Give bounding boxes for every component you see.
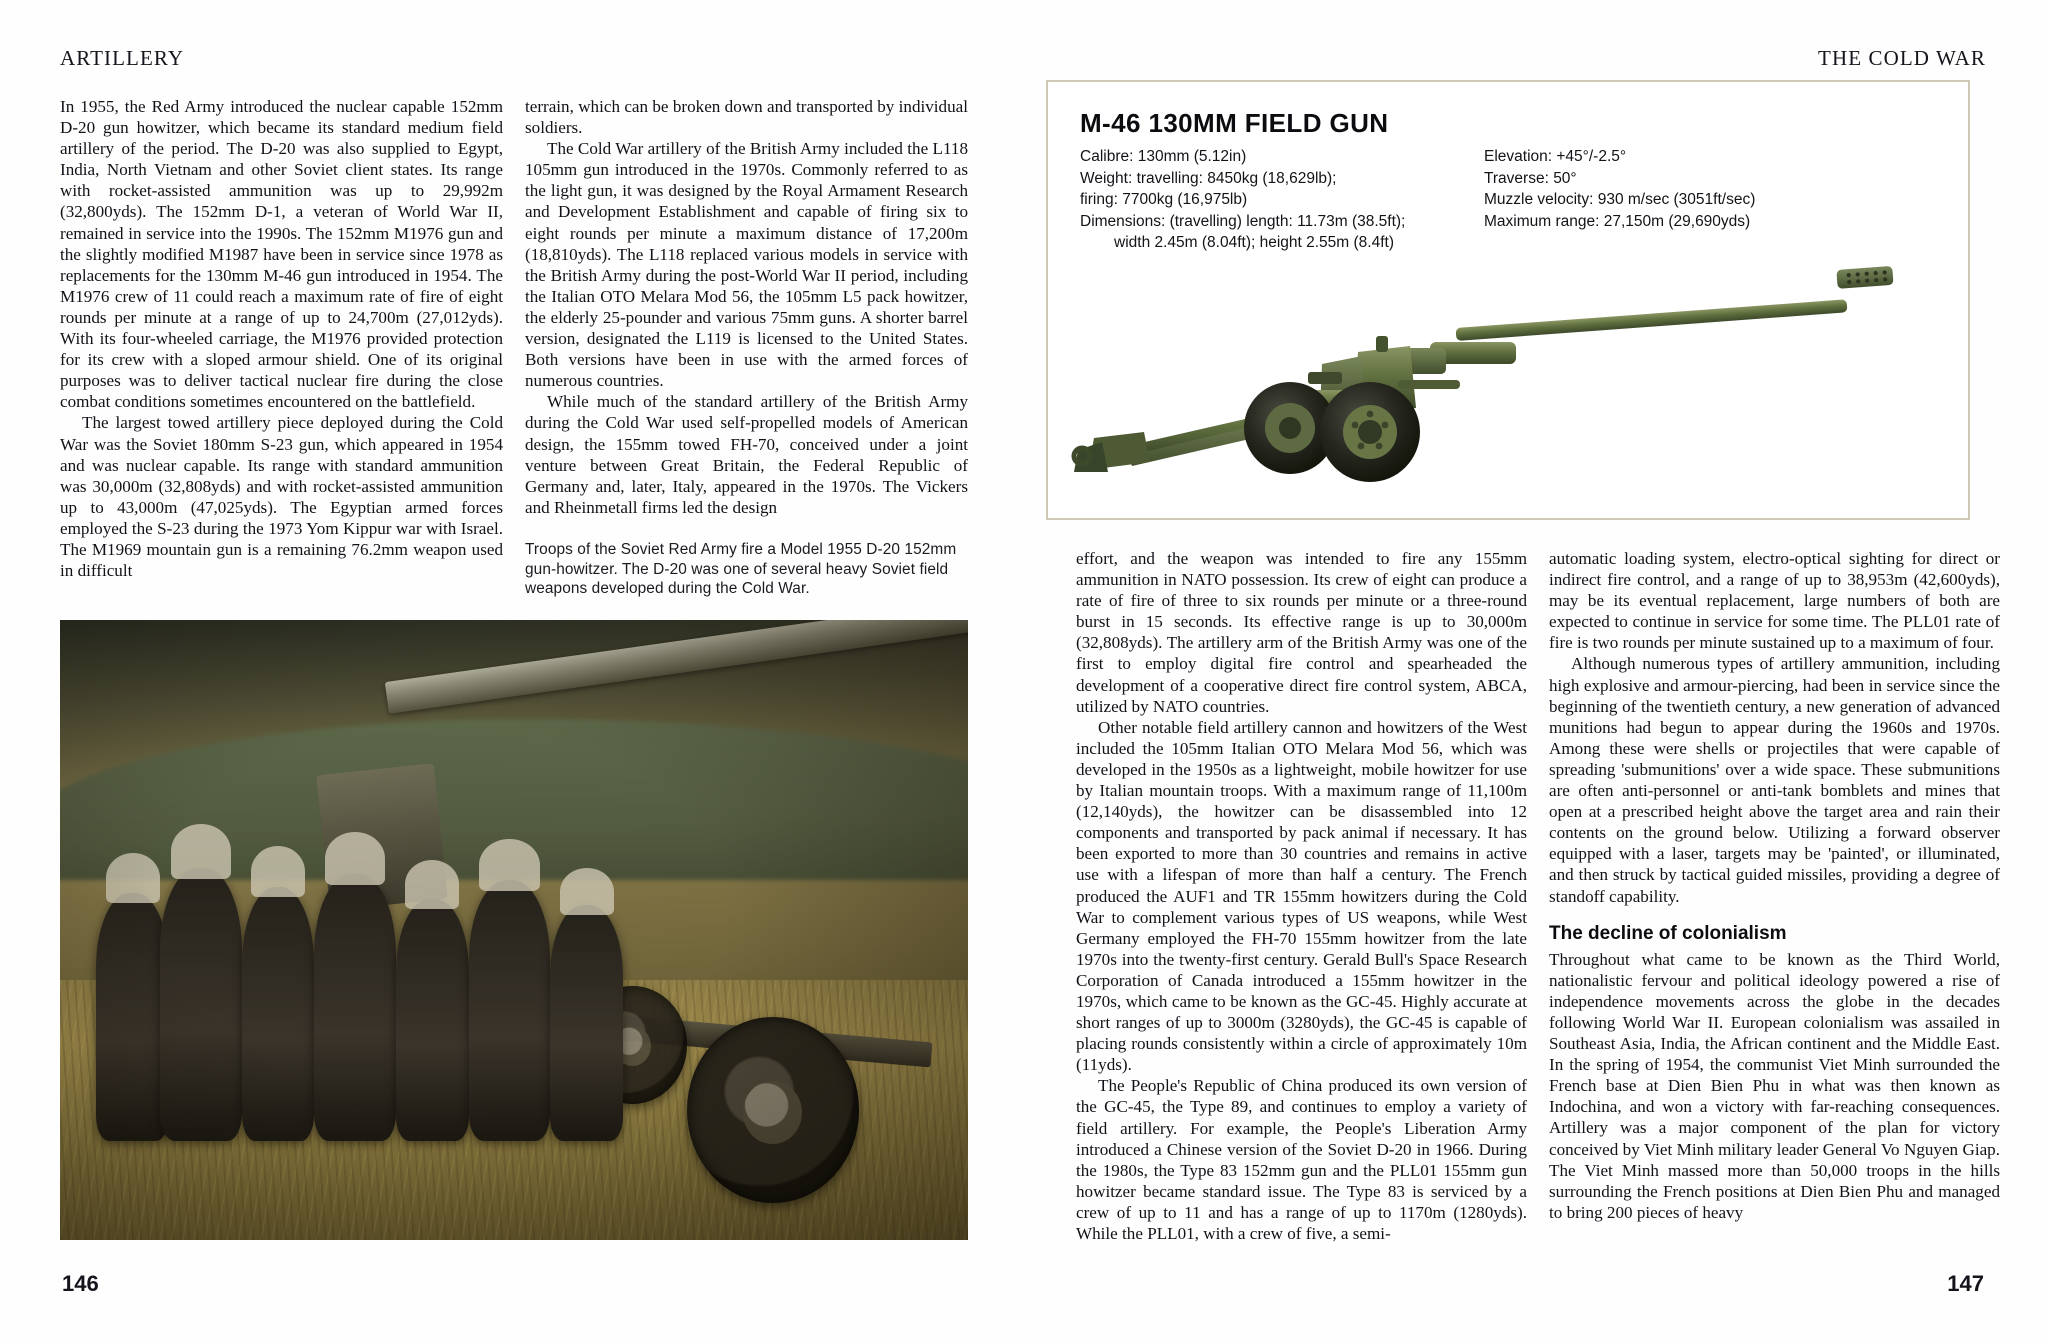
left-column-2 bbox=[525, 96, 968, 581]
page-number-left: 146 bbox=[62, 1271, 99, 1296]
right-column-2 bbox=[1549, 548, 2000, 1244]
spec-line: Dimensions: (travelling) length: 11.73m (38.5ft); bbox=[1080, 212, 1406, 230]
right-column-1 bbox=[1076, 548, 1527, 1244]
page-right bbox=[1024, 0, 2048, 1339]
paragraph: In 1955, the Red Army introduced the nuclear capable 152mm D-20 gun howitzer, which became its standard medium field artillery of the period. The D-20 was also supplied to Egypt, India, North Vietnam and other Soviet client states. Its range with rocket-assisted ammunition was up to 29,992m (32,800yds). The 152mm D-1, a veteran of World War II, remained in service into the 1990s. The 152mm M1976 gun and the slightly modified M1987 have been in service since 1978 as replacements for the 130mm M-46 gun introduced in 1954. The M1976 crew of 11 could reach a maximum rate of fire of eight rounds per minute at a range of up to 24,700m (27,012yds). With its four-wheeled carriage, the M1976 provided protection for its crew with a sloped armour shield. One of its original purposes was to deliver tactical nuclear fire during the close combat conditions sometimes encountered on the battlefield. bbox=[60, 97, 503, 412]
paragraph: The largest towed artillery piece deployed during the Cold War was the Soviet 180mm S-23 gun, which appeared in 1954 and was nuclear capable. Its range with standard ammunition was 30,000m (32,808yds) and with rocket-assisted ammunition up to 43,000m (47,025yds). The Egyptian armed forces employed the S-23 during the 1973 Yom Kippur war with Israel. The M1969 mountain gun is a remaining 76.2mm weapon used in difficult bbox=[60, 413, 503, 581]
m46-field-gun-side-view-illustration bbox=[1058, 232, 1962, 512]
left-column-1 bbox=[60, 96, 503, 581]
gun-wheel-front-shape bbox=[687, 1017, 860, 1203]
soviet-d20-gun-crew-photograph bbox=[60, 620, 968, 1240]
left-page-body-columns bbox=[60, 96, 968, 581]
paragraph: terrain, which can be broken down and transported by individual soldiers. bbox=[525, 97, 968, 138]
crew-figure bbox=[550, 905, 623, 1141]
spec-line: width 2.45m (8.04ft); height 2.55m (8.4ft) bbox=[1114, 234, 1394, 251]
page-number-right: 147 bbox=[1947, 1271, 1984, 1296]
gun-wheel-front bbox=[1320, 382, 1420, 482]
crew-figure bbox=[96, 893, 169, 1141]
paragraph: Throughout what came to be known as the Third World, nationalistic fervour and political ideology powered a rise of independence movements across the globe in the decades following World War II. European colonialism was assailed in Southeast Asia, India, the African continent and the Middle East. In the spring of 1954, the communist Viet Minh surrounded the French base at Dien Bien Phu in what was then known as Indochina, and won a victory with far-reaching consequences. Artillery was a major component of the plan for victory conceived by Viet Minh military leader General Vo Nguyen Giap. The Viet Minh massed more than 50,000 troops in the hills surrounding the French positions at Dien Bien Phu and managed to bring 200 pieces of heavy bbox=[1549, 949, 2000, 1222]
paragraph: effort, and the weapon was intended to fire any 155mm ammunition in NATO possession. Its crew of eight can produce a rate of fire of three to six rounds per minute or a three-round burst in 15 seconds. Its effective range is up to 30,000m (32,808yds). The artillery arm of the British Army was one of the first to employ digital fire control and spearheaded the development of a cooperative direct fire control system, ABCA, utilized by NATO countries. bbox=[1076, 549, 1527, 716]
photo-caption: Troops of the Soviet Red Army fire a Model 1955 D-20 152mm gun-howitzer. The D-20 was one of several heavy Soviet field weapons developed during the Cold War. bbox=[525, 541, 957, 598]
paragraph: Although numerous types of artillery ammunition, including high explosive and armour-piercing, had been in service since the beginning of the twentieth century, a new generation of advanced munitions had begun to appear during the 1960s and 1970s. Among these were shells or projectiles that were capable of spreading 'submunitions' over a wide space. These submunitions are often anti-personnel or anti-tank bomblets and mines that open at a prescribed height above the target area and rain their contents on the ground below. Utilizing a forward observer equipped with a laser, targets may be 'painted', or illuminated, and then struck by tactical guided missiles, providing a degree of standoff capability. bbox=[1549, 654, 2000, 906]
spec-line: firing: 7700kg (16,975lb) bbox=[1080, 191, 1248, 208]
spec-line: Muzzle velocity: 930 m/sec (3051ft/sec) bbox=[1484, 191, 1756, 208]
crew-figure bbox=[396, 899, 469, 1141]
spec-box-title: M-46 130MM FIELD GUN bbox=[1080, 108, 1389, 138]
running-head-left: ARTILLERY bbox=[60, 46, 185, 70]
spec-line: Traverse: 50° bbox=[1484, 169, 1577, 187]
spec-line: Elevation: +45°/-2.5° bbox=[1484, 148, 1627, 165]
paragraph: The Cold War artillery of the British Army included the L118 105mm gun introduced in the 1970s. Commonly referred to as the light gun, it was designed by the Royal Armament Research and Development Establishment and capable of firing six to eight rounds per minute a maximum distance of 17,200m (18,810yds). The L118 replaced various models in service with the British Army during the post-World War II period, including the Italian OTO Melara Mod 56, the 105mm L5 pack howitzer, the elderly 25-pounder and various 75mm guns. A shorter barrel version, designated the L119 is licensed to the United States. Both versions have been in use with the armed forces of numerous countries. bbox=[525, 139, 968, 391]
crew-figure bbox=[242, 887, 315, 1141]
gun-sight bbox=[1376, 336, 1388, 352]
spec-line: Weight: travelling: 8450kg (18,629lb); bbox=[1080, 169, 1337, 187]
paragraph: The People's Republic of China produced its own version of the GC-45, the Type 89, and continues to employ a variety of field artillery. For example, the People's Liberation Army introduced a Chinese version of the Soviet D-20 in 1966. During the 1980s, the Type 83 152mm gun and the PLL01 155mm gun howitzer became standard issue. The Type 83 is serviced by a crew of up to 11 and has a range of up to 1170m (1280yds). While the PLL01, with a crew of five, a semi- bbox=[1076, 1076, 1527, 1243]
right-page-body-columns bbox=[1076, 548, 2000, 1244]
crew-figure bbox=[314, 874, 396, 1141]
section-subheading: The decline of colonialism bbox=[1549, 922, 1787, 944]
crew-figure bbox=[160, 868, 242, 1141]
crew-figure bbox=[469, 880, 551, 1140]
paragraph: automatic loading system, electro-optical sighting for direct or indirect fire control, and a range of up to 38,953m (42,600yds), may be its eventual replacement, large numbers of both are expected to continue in service for some time. The PLL01 rate of fire is two rounds per minute sustained up to a maximum of four. bbox=[1549, 549, 2000, 653]
gun-barrel bbox=[1388, 266, 1894, 374]
gun-equilibrator bbox=[1398, 380, 1460, 389]
spec-line: Maximum range: 27,150m (29,690yds) bbox=[1484, 212, 1751, 230]
wheel-hub bbox=[743, 1081, 802, 1144]
spec-line: Calibre: 130mm (5.12in) bbox=[1080, 148, 1247, 165]
paragraph: Other notable field artillery cannon and howitzers of the West included the 105mm Italian OTO Melara Mod 56, which was developed in the 1950s as a lightweight, mobile howitzer for use by Italian mountain troops. With a maximum range of 11,100m (12,140yds), the howitzer can be disassembled into 12 components and transported by pack animal if necessary. It has been exported to more than 30 countries and remains in active use with a lifespan of more than half a century. The French produced the AUF1 and TR 155mm howitzers during the Cold War to complement various types of US weapons, while West Germany employed the FH-70 155mm howitzer from the late 1970s into the twenty-first century. Gerald Bull's Space Research Corporation of Canada introduced a 155mm howitzer in the 1970s, which came to be known as the GC-45. Highly accurate at short ranges of up to 3000m (3280yds), the GC-45 is capable of placing rounds consistently within a circle of approximately 10m (11yds). bbox=[1076, 717, 1527, 1075]
paragraph: While much of the standard artillery of the British Army during the Cold War used self-propelled models of American design, the 155mm towed FH-70, conceived under a joint venture between Great Britain, the Federal Republic of Germany and, later, Italy, appeared in the 1970s. The Vickers and Rheinmetall firms led the design bbox=[525, 392, 968, 517]
spec-box bbox=[1046, 80, 1970, 520]
running-head-right: THE COLD WAR bbox=[1818, 46, 1986, 70]
